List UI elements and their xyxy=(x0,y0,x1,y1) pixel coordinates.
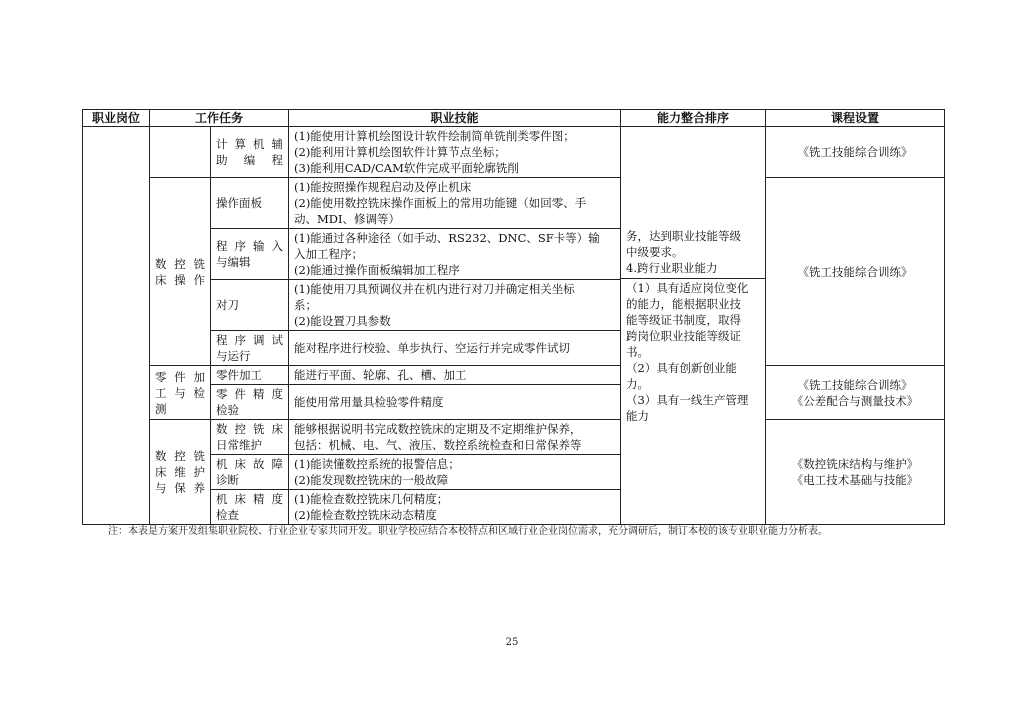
skill-cell: (1)能检查数控铣床几何精度； (2)能检查数控铣床动态精度 xyxy=(289,490,621,525)
task-cnc-operation: 数控铣 床操作 xyxy=(150,178,211,366)
skill-cell: (1)能读懂数控系统的报警信息； (2)能发现数控铣床的一般故障 xyxy=(289,455,621,490)
skill-cell: 能使用常用量具检验零件精度 xyxy=(289,385,621,420)
subtask-fault-diagnosis: 机床故障 诊断 xyxy=(211,455,289,490)
table-row xyxy=(83,366,945,385)
subtask-daily-maintenance: 数控铣床 日常维护 xyxy=(211,420,289,455)
skill-cell: (1)能通过各种途径（如手动、RS232、DNC、SF卡等）输 入加工程序； (2)能通过操作面板编辑加工程序 xyxy=(289,229,621,280)
subtask-cad-programming: 计算机辅 助编程 xyxy=(211,127,289,178)
skill-cell: 能对程序进行校验、单步执行、空运行并完成零件试切 xyxy=(289,331,621,366)
footnote: 注：本表是方案开发组集职业院校、行业企业专家共同开发。职业学校应结合本校特点和区域行业企业岗位需求，充分调研后，制订本校的该专业职业能力分析表。 xyxy=(108,526,828,537)
table-row xyxy=(83,420,945,455)
table-header-row xyxy=(83,110,945,127)
table-row xyxy=(83,127,945,178)
header-post: 职业岗位 xyxy=(83,110,150,127)
page-number: 25 xyxy=(505,637,519,648)
task-machining-inspection: 零件加 工与检 测 xyxy=(150,366,211,420)
skill-cell: 能进行平面、轮廓、孔、槽、加工 xyxy=(289,366,621,385)
post-cell xyxy=(83,127,150,525)
header-skill: 职业技能 xyxy=(289,110,621,127)
task-cell-empty xyxy=(150,127,211,178)
course-cell: 《铣工技能综合训练》 xyxy=(766,127,945,178)
course-cell: 《数控铣床结构与维护》 《电工技术基础与技能》 xyxy=(766,420,945,525)
skill-cell: (1)能按照操作规程启动及停止机床 (2)能使用数控铣床操作面板上的常用功能键（如回零、手 动、MDI、修调等） xyxy=(289,178,621,229)
subtask-program-input: 程序输入 与编辑 xyxy=(211,229,289,280)
subtask-program-debug: 程序调试 与运行 xyxy=(211,331,289,366)
subtask-part-machining: 零件加工 xyxy=(211,366,289,385)
task-maintenance: 数控铣 床维护 与保养 xyxy=(150,420,211,525)
skill-cell: (1)能使用刀具预调仪并在机内进行对刀并确定相关坐标 系； (2)能设置刀具参数 xyxy=(289,280,621,331)
header-task: 工作任务 xyxy=(150,110,289,127)
competency-table xyxy=(82,109,945,525)
header-course: 课程设置 xyxy=(766,110,945,127)
subtask-operation-panel: 操作面板 xyxy=(211,178,289,229)
skill-cell: 能够根据说明书完成数控铣床的定期及不定期维护保养， 包括：机械、电、气、液压、数控系统检查和日常保养等 xyxy=(289,420,621,455)
subtask-tool-setting: 对刀 xyxy=(211,280,289,331)
subtask-precision-inspection: 机床精度 检查 xyxy=(211,490,289,525)
table-row xyxy=(83,178,945,229)
subtask-precision-check: 零件精度 检验 xyxy=(211,385,289,420)
ability-cell: 务，达到职业技能等级 中级要求。 4.跨行业职业能力 （1）具有适应岗位变化 的能力，能根据职业技 能等级证书制度，取得 跨岗位职业技能等级证 书。 （2）具有创新创业能 力。 （3）具有一线生产管理 能力 xyxy=(621,127,766,525)
skill-cell: (1)能使用计算机绘图设计软件绘制简单铣削类零件图； (2)能利用计算机绘图软件计算节点坐标； (3)能利用CAD/CAM软件完成平面轮廓铣削 xyxy=(289,127,621,178)
header-ability: 能力整合排序 xyxy=(621,110,766,127)
course-cell: 《铣工技能综合训练》 xyxy=(766,178,945,366)
course-cell: 《铣工技能综合训练》 《公差配合与测量技术》 xyxy=(766,366,945,420)
